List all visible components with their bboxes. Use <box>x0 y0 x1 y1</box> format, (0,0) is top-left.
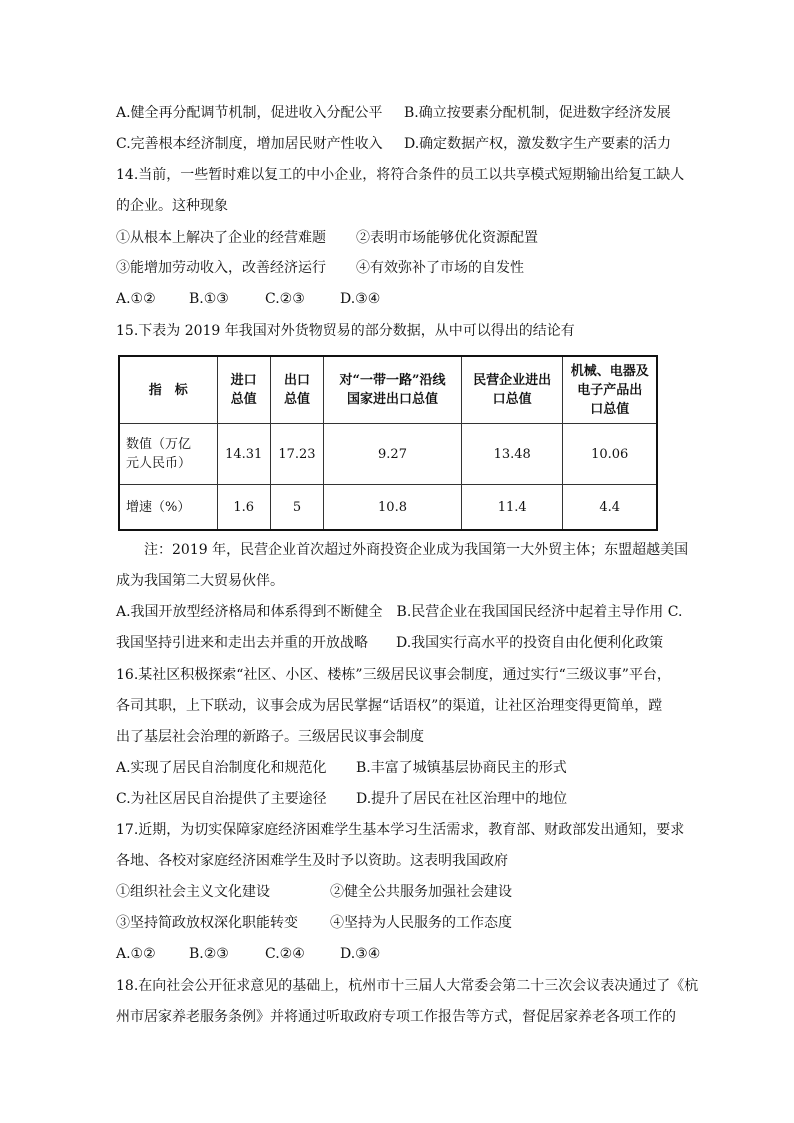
row-label-value-line-2: 元人民币） <box>126 456 192 471</box>
header-belt-road-line-2: 国家进出口总值 <box>347 392 439 407</box>
q16-stem-line-3: 出了基层社会治理的新路子。三级居民议事会制度 <box>116 729 424 745</box>
cell-value-private: 13.48 <box>461 424 563 485</box>
q17-stem-line-2: 各地、各校对家庭经济困难学生及时予以资助。这表明我国政府 <box>116 853 508 869</box>
header-belt-road-line-1: 对“一带一路”沿线 <box>339 373 446 388</box>
q15-options-line-1: A.我国开放型经济格局和体系得到不断健全 B.民营企业在我国国民经济中起着主导作用 C. <box>116 604 683 620</box>
q16-option-c: C.为社区居民自治提供了主要途径 <box>116 791 327 807</box>
header-electronics-export <box>563 356 657 424</box>
q14-item-4: ④有效弥补了市场的自发性 <box>356 260 524 276</box>
row-label-value-line-1: 数值（万亿 <box>126 437 192 452</box>
header-electronics-line-1: 机械、电器及 <box>570 363 649 379</box>
header-export-line-1: 出口 <box>283 373 310 388</box>
cell-growth-import: 1.6 <box>217 485 270 531</box>
q16-option-d: D.提升了居民在社区治理中的地位 <box>356 791 568 807</box>
row-label-value <box>119 424 217 485</box>
cell-growth-belt-road: 10.8 <box>324 485 462 531</box>
q15-stem: 15.下表为 2019 年我国对外货物贸易的部分数据，从中可以得出的结论有 <box>116 323 575 339</box>
q16-option-a: A.实现了居民自治制度化和规范化 <box>116 760 327 776</box>
q15-note-line-2: 成为我国第二大贸易伙伴。 <box>116 573 284 589</box>
q14-stem-line-1: 14.当前，一些暂时难以复工的中小企业，将符合条件的员工以共享模式短期输出给复工缺人 <box>116 167 685 183</box>
q14-item-2: ②表明市场能够优化资源配置 <box>356 230 538 246</box>
q17-choice-d: D.③④ <box>340 946 381 962</box>
header-private-line-2: 口总值 <box>492 392 532 407</box>
q17-item-4: ④坚持为人民服务的工作态度 <box>330 915 512 931</box>
q17-stem-line-1: 17.近期，为切实保障家庭经济困难学生基本学习生活需求，教育部、财政部发出通知，要求 <box>116 822 685 838</box>
table-header-row <box>119 356 657 424</box>
q15-note-line-1: 注：2019 年，民营企业首次超过外商投资企业成为我国第一大外贸主体；东盟超越美国 <box>144 542 689 558</box>
header-indicator <box>119 356 217 424</box>
header-import-line-2: 总值 <box>230 392 257 407</box>
row-label-growth <box>119 485 217 531</box>
q14-item-1: ①从根本上解决了企业的经营难题 <box>116 230 326 246</box>
header-private-enterprise-total <box>461 356 563 424</box>
q13-option-b: B.确立按要素分配机制，促进数字经济发展 <box>404 105 671 121</box>
q14-choice-c: C.②③ <box>265 291 305 307</box>
header-import-line-1: 进口 <box>230 373 257 388</box>
q18-stem-line-1: 18.在向社会公开征求意见的基础上，杭州市十三届人大常委会第二十三次会议表决通过了《杭 <box>116 978 699 994</box>
cell-value-import: 14.31 <box>217 424 270 485</box>
q13-option-a: A.健全再分配调节机制，促进收入分配公平 <box>116 105 383 121</box>
cell-value-belt-road: 9.27 <box>324 424 462 485</box>
q14-choice-b: B.①③ <box>189 291 229 307</box>
q17-choice-b: B.②③ <box>189 946 229 962</box>
header-export-total <box>270 356 323 424</box>
cell-value-electronics: 10.06 <box>563 424 657 485</box>
header-electronics-line-3: 口总值 <box>590 401 630 417</box>
header-indicator-text: 指 标 <box>148 382 188 398</box>
table-row-growth <box>119 485 657 531</box>
q17-item-2: ②健全公共服务加强社会建设 <box>330 884 512 900</box>
q17-item-3: ③坚持简政放权深化职能转变 <box>116 915 298 931</box>
q15-options-line-2: 我国坚持引进来和走出去并重的开放战略 D.我国实行高水平的投资自由化便利化政策 <box>116 635 664 651</box>
q16-stem-line-2: 各司其职，上下联动，议事会成为居民掌握“话语权”的渠道，让社区治理变得更简单，蹚 <box>116 698 663 714</box>
q14-stem-line-2: 的企业。这种现象 <box>116 198 228 214</box>
q17-item-1: ①组织社会主义文化建设 <box>116 884 270 900</box>
header-import-total <box>217 356 270 424</box>
q16-option-b: B.丰富了城镇基层协商民主的形式 <box>356 760 567 776</box>
q17-choice-a: A.①② <box>116 946 156 962</box>
q13-option-c: C.完善根本经济制度，增加居民财产性收入 <box>116 136 383 152</box>
table-row-value <box>119 424 657 485</box>
q14-choice-d: D.③④ <box>340 291 381 307</box>
q14-item-3: ③能增加劳动收入，改善经济运行 <box>116 260 326 276</box>
cell-growth-electronics: 4.4 <box>563 485 657 531</box>
header-export-line-2: 总值 <box>283 392 310 407</box>
trade-data-table <box>118 355 658 531</box>
row-label-growth-text: 增速（%） <box>126 499 191 515</box>
header-electronics-line-2: 电子产品出 <box>577 382 643 398</box>
header-private-line-1: 民营企业进出 <box>473 373 552 388</box>
q14-choice-a: A.①② <box>116 291 156 307</box>
cell-growth-private: 11.4 <box>461 485 563 531</box>
cell-value-export: 17.23 <box>270 424 323 485</box>
q17-choice-c: C.②④ <box>265 946 305 962</box>
q13-option-d: D.确定数据产权，激发数字生产要素的活力 <box>404 136 672 152</box>
q18-stem-line-2: 州市居家养老服务条例》并将通过听取政府专项工作报告等方式，督促居家养老各项工作的 <box>116 1009 676 1025</box>
cell-growth-export: 5 <box>270 485 323 531</box>
header-belt-road-total <box>324 356 462 424</box>
q16-stem-line-1: 16.某社区积极探索“社区、小区、楼栋”三级居民议事会制度，通过实行“三级议事”平台， <box>116 667 671 683</box>
